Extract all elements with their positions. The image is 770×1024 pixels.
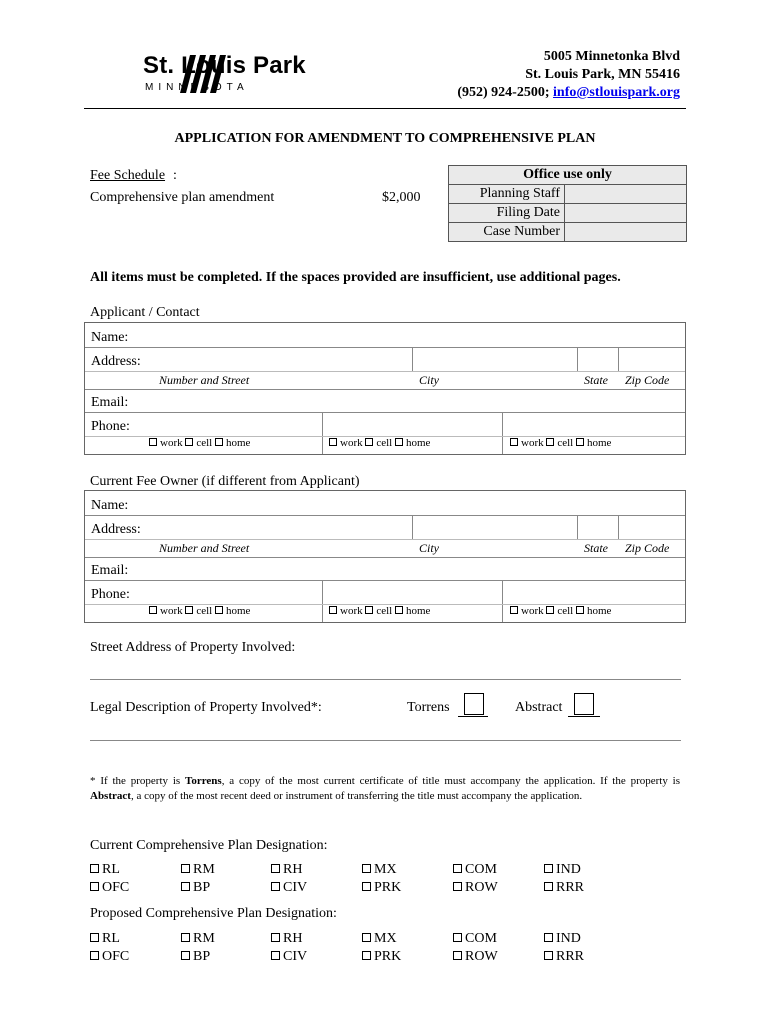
current-designation-option[interactable] [453,880,498,896]
fee-colon: : [173,168,177,183]
proposed-designation-option[interactable] [181,931,215,947]
legal-description-line[interactable] [90,740,681,741]
checkbox[interactable] [544,864,553,873]
checkbox[interactable] [271,864,280,873]
checkbox[interactable] [453,933,462,942]
checkbox[interactable] [215,438,223,446]
checkbox[interactable] [365,606,373,614]
current-designation-option[interactable] [181,862,215,878]
checkbox[interactable] [271,882,280,891]
checkbox[interactable] [215,606,223,614]
applicant-sub-zip: Zip Code [625,373,670,387]
filing-date-label: Filing Date [449,204,565,223]
title-note: * If the property is Torrens, a copy of the most current certificate of title must accompany the application. If the property is Abstract, a copy of the most recent deed or instrument of transferring the title must accompany the application. [90,775,680,802]
proposed-designation-option[interactable] [362,931,397,947]
applicant-phone-options-2: work cell home [329,437,430,449]
checkbox[interactable] [90,864,99,873]
checkbox[interactable] [149,606,157,614]
checkbox[interactable] [362,951,371,960]
applicant-phone-options-3: work cell home [510,437,611,449]
office-use-table [448,165,687,242]
current-designation-option-label: RL [102,862,120,877]
applicant-box [84,322,686,455]
checkbox[interactable] [90,951,99,960]
planning-staff-field[interactable] [565,185,687,204]
current-designation-option[interactable] [181,880,210,896]
planning-staff-label: Planning Staff [449,185,565,204]
checkbox[interactable] [510,606,518,614]
street-address-label: Street Address of Property Involved: [90,640,296,655]
current-designation-option[interactable] [362,880,401,896]
proposed-designation-option-label: ROW [465,949,498,964]
checkbox[interactable] [181,951,190,960]
current-designation-option-label: IND [556,862,581,877]
proposed-designation-option[interactable] [453,931,497,947]
current-designation-option-label: PRK [374,880,402,895]
current-designation-option-label: MX [374,862,397,877]
proposed-designation-option-label: RM [193,931,215,946]
checkbox[interactable] [576,606,584,614]
current-designation-option-label: ROW [465,880,498,895]
page-title: APPLICATION FOR AMENDMENT TO COMPREHENSIVE PLAN [174,131,596,146]
owner-phone-options-2: work cell home [329,605,430,617]
checkbox[interactable] [149,438,157,446]
checkbox[interactable] [576,438,584,446]
proposed-designation-option-label: MX [374,931,397,946]
proposed-designation-option[interactable] [90,949,129,965]
current-designation-label: Current Comprehensive Plan Designation: [90,838,328,853]
current-designation-option-label: COM [465,862,497,877]
owner-sub-city: City [419,541,439,555]
current-designation-option-label: BP [193,880,211,895]
checkbox[interactable] [510,438,518,446]
owner-phone-options-3: work cell home [510,605,611,617]
address-line-2: St. Louis Park, MN 55416 [525,67,680,82]
current-designation-option-label: RH [283,862,303,877]
checkbox[interactable] [90,882,99,891]
applicant-email-label: Email: [91,395,129,410]
current-designation-option[interactable] [453,862,497,878]
instructions: All items must be completed. If the spaces provided are insufficient, use additional pages. [90,270,621,285]
owner-box [84,490,686,623]
checkbox[interactable] [362,933,371,942]
applicant-phone-options-1: work cell home [149,437,250,449]
current-designation-option-label: CIV [283,880,308,895]
checkbox[interactable] [546,606,554,614]
owner-phone-options-1: work cell home [149,605,250,617]
checkbox[interactable] [453,882,462,891]
checkbox[interactable] [546,438,554,446]
applicant-sub-city: City [419,373,439,387]
current-designation-option[interactable] [90,862,120,878]
current-designation-option[interactable] [90,880,129,896]
current-designation-option-label: OFC [102,880,130,895]
proposed-designation-option[interactable] [544,931,581,947]
contact-line [457,84,680,102]
fee-amount: $2,000 [382,190,421,205]
proposed-designation-option-label: BP [193,949,211,964]
current-designation-option[interactable] [544,862,581,878]
torrens-label: Torrens [407,700,450,715]
checkbox[interactable] [362,882,371,891]
proposed-designation-option[interactable] [271,949,307,965]
address-line-1: 5005 Minnetonka Blvd [543,49,680,64]
phone-number: (952) 924-2500; [457,85,550,100]
checkbox[interactable] [181,933,190,942]
proposed-designation-option-label: RRR [556,949,585,964]
current-designation-option-label: RRR [556,880,585,895]
checkbox[interactable] [544,933,553,942]
proposed-designation-option-label: CIV [283,949,308,964]
current-designation-option[interactable] [271,862,302,878]
applicant-name-label: Name: [91,330,129,345]
legal-description-label: Legal Description of Property Involved*: [90,700,322,715]
checkbox[interactable] [181,882,190,891]
checkbox[interactable] [453,951,462,960]
header-divider [84,108,686,109]
logo-subtitle: MINNESOTA [145,82,249,93]
current-designation-option-label: RM [193,862,215,877]
owner-section-label: Current Fee Owner (if different from Applicant) [90,474,360,489]
fee-item: Comprehensive plan amendment [90,190,275,205]
office-use-header: Office use only [449,166,687,185]
logo-name: St. Louis Park [143,52,306,79]
current-designation-option[interactable] [271,880,307,896]
current-designation-option[interactable] [362,862,397,878]
proposed-designation-option-label: PRK [374,949,402,964]
owner-sub-street: Number and Street [159,541,250,555]
proposed-designation-option-label: OFC [102,949,130,964]
checkbox[interactable] [90,933,99,942]
applicant-address-label: Address: [91,354,141,369]
checkbox[interactable] [185,438,193,446]
applicant-phone-label: Phone: [91,419,130,434]
proposed-designation-option[interactable] [90,931,120,947]
checkbox[interactable] [185,606,193,614]
owner-name-label: Name: [91,498,129,513]
owner-email-label: Email: [91,563,129,578]
proposed-designation-option[interactable] [453,949,498,965]
email-link[interactable]: info@stlouispark.org [553,85,680,100]
checkbox[interactable] [271,933,280,942]
proposed-designation-option[interactable] [271,931,302,947]
checkbox[interactable] [362,864,371,873]
checkbox[interactable] [271,951,280,960]
proposed-designation-label: Proposed Comprehensive Plan Designation: [90,906,337,921]
checkbox[interactable] [544,882,553,891]
owner-address-label: Address: [91,522,141,537]
checkbox[interactable] [329,438,337,446]
filing-date-field[interactable] [565,204,687,223]
city-address [457,48,680,102]
case-number-field[interactable] [565,223,687,242]
checkbox[interactable] [181,864,190,873]
owner-phone-label: Phone: [91,587,130,602]
checkbox[interactable] [453,864,462,873]
torrens-checkbox[interactable] [464,693,484,715]
checkbox[interactable] [544,951,553,960]
proposed-designation-option-label: RL [102,931,120,946]
street-address-line[interactable] [90,679,681,680]
owner-sub-zip: Zip Code [625,541,670,555]
proposed-designation-option-label: RH [283,931,303,946]
abstract-checkbox[interactable] [574,693,594,715]
proposed-designation-option[interactable] [544,949,584,965]
case-number-label: Case Number [449,223,565,242]
checkbox[interactable] [365,438,373,446]
applicant-sub-street: Number and Street [159,373,250,387]
owner-sub-state: State [584,541,608,555]
applicant-section-label: Applicant / Contact [90,305,200,320]
proposed-designation-option-label: IND [556,931,581,946]
checkbox[interactable] [395,606,403,614]
proposed-designation-option[interactable] [181,949,210,965]
fee-schedule-label: Fee Schedule [90,168,166,183]
checkbox[interactable] [329,606,337,614]
applicant-sub-state: State [584,373,608,387]
proposed-designation-option[interactable] [362,949,401,965]
current-designation-option[interactable] [544,880,584,896]
checkbox[interactable] [395,438,403,446]
proposed-designation-option-label: COM [465,931,497,946]
abstract-label: Abstract [515,700,563,715]
